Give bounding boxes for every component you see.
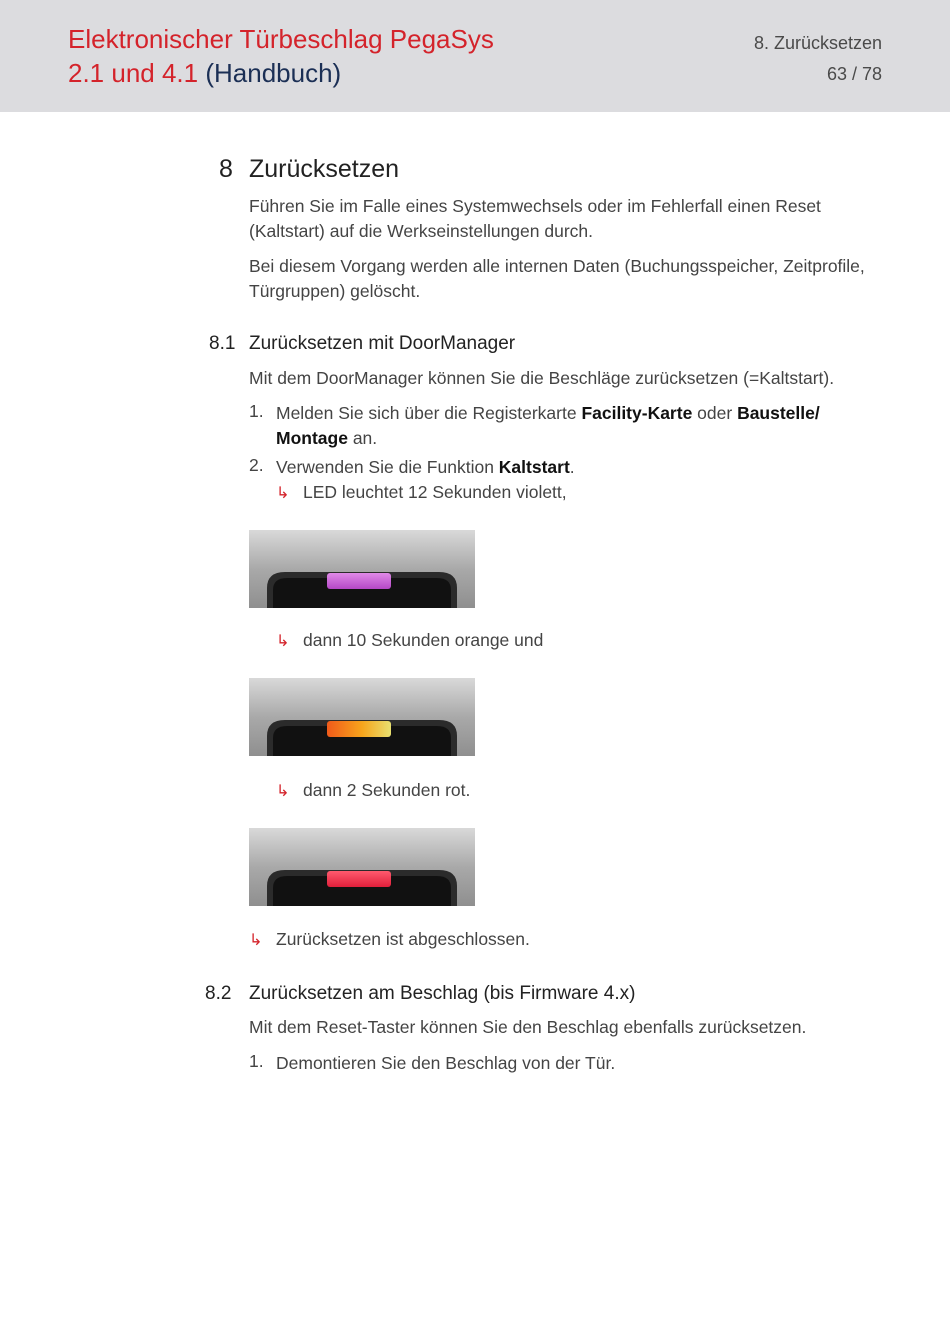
document-type: (Handbuch) xyxy=(205,58,342,88)
result-arrow-icon: ↳ xyxy=(276,783,290,800)
led-red-photo xyxy=(249,828,475,906)
construction-tab-label: Baustelle/ Montage xyxy=(276,403,820,448)
result-arrow-icon: ↳ xyxy=(276,485,290,502)
section-8-number: 8 xyxy=(219,155,233,183)
result-red-text: dann 2 Sekunden rot. xyxy=(303,780,471,800)
section-8-paragraph-1: Führen Sie im Falle eines Systemwechsels oder im Fehlerfall einen Reset (Kaltstart) auf die Werkseinstellungen durch. xyxy=(249,196,821,241)
step-2-number: 2. xyxy=(249,455,264,475)
led-orange-photo xyxy=(249,678,475,756)
page-number: 63 / 78 xyxy=(826,64,882,84)
section-8-title: Zurücksetzen xyxy=(249,155,400,183)
led-violet-photo xyxy=(249,530,475,608)
facility-card-tab-label: Facility-Karte xyxy=(581,403,693,423)
section-8-1-title: Zurücksetzen mit DoorManager xyxy=(249,333,516,354)
document-title-line2 xyxy=(68,56,494,90)
section-8-2-intro: Mit dem Reset-Taster können Sie den Beschlag ebenfalls zurücksetzen. xyxy=(249,1017,807,1037)
step-2-text: Verwenden Sie die Funktion Kaltstart. xyxy=(276,457,575,477)
section-8-2-number: 8.2 xyxy=(205,983,232,1004)
section-8-2-step-1-text: Demontieren Sie den Beschlag von der Tür. xyxy=(276,1053,616,1073)
result-orange-text: dann 10 Sekunden orange und xyxy=(303,630,544,650)
document-version: 2.1 und 4.1 xyxy=(68,58,199,88)
section-8-paragraph-2: Bei diesem Vorgang werden alle internen Daten (Buchungsspeicher, Zeitprofile, Türgruppen) gelöscht. xyxy=(249,256,865,301)
chapter-reference xyxy=(754,28,882,90)
result-violet-text: LED leuchtet 12 Sekunden violett, xyxy=(303,482,567,502)
step-1-number: 1. xyxy=(249,401,264,421)
result-arrow-icon: ↳ xyxy=(249,932,263,949)
result-arrow-icon: ↳ xyxy=(276,633,290,650)
result-complete-text: Zurücksetzen ist abgeschlossen. xyxy=(276,929,530,949)
section-8-1-intro: Mit dem DoorManager können Sie die Beschläge zurücksetzen (=Kaltstart). xyxy=(249,368,835,388)
section-8-2-title: Zurücksetzen am Beschlag (bis Firmware 4.x) xyxy=(249,983,636,1004)
section-8-2-step-1-number: 1. xyxy=(249,1051,264,1071)
cold-start-function-label: Kaltstart xyxy=(498,457,570,477)
section-8-1-number: 8.1 xyxy=(209,333,236,354)
step-1-text: Melden Sie sich über die Registerkarte Facility-Karte oder Baustelle/ Montage an. xyxy=(276,403,820,448)
chapter-name: 8. Zurücksetzen xyxy=(753,33,882,53)
document-title-line1: Elektronischer Türbeschlag PegaSys xyxy=(68,24,494,54)
page-header xyxy=(0,0,950,112)
document-title xyxy=(68,22,494,90)
